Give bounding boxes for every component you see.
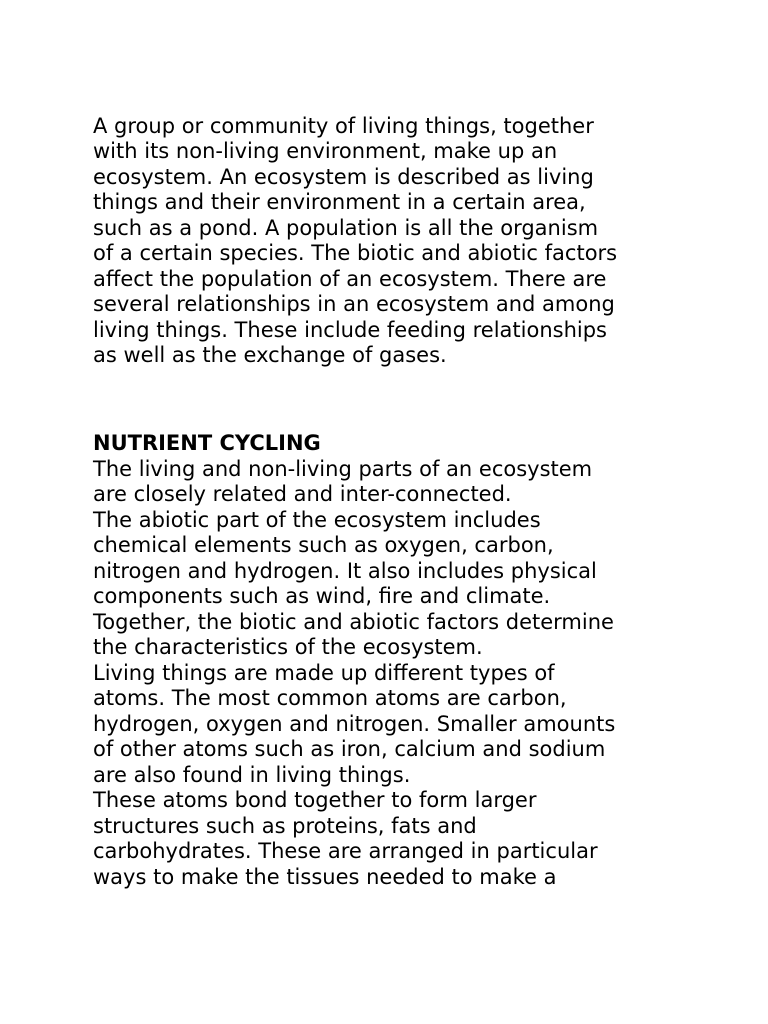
section-heading: NUTRIENT CYCLING bbox=[93, 431, 321, 455]
intro-paragraph: A group or community of living things, together with its non-living environment, make up an ecosystem. An ecosystem is described as living things and their environment in a certain area, such as a pond. A population is all the organism of a certain species. The biotic and abiotic factors affect the population of an ecosystem. There are several relationships in an ecosystem and among living things. These include feeding relationships as well as the exchange of gases. bbox=[93, 113, 618, 367]
section-paragraph-2: The abiotic part of the ecosystem includes chemical elements such as oxygen, carbon, nitrogen and hydrogen. It also includes physical components such as wind, fire and climate. Together, the biotic and abiotic factors determine the characteristics of the ecosystem. bbox=[93, 507, 614, 659]
section-paragraph-3: Living things are made up different types of atoms. The most common atoms are carbon, hydrogen, oxygen and nitrogen. Smaller amounts of other atoms such as iron, calcium and sodium are also found in living things. bbox=[93, 660, 616, 787]
intro-paragraph-block bbox=[93, 88, 693, 394]
section-paragraph-1: The living and non-living parts of an ecosystem are closely related and inter-connected. bbox=[93, 456, 593, 506]
section-paragraph-4: These atoms bond together to form larger structures such as proteins, fats and carbohydrates. These are arranged in particular ways to make the tissues needed to make a bbox=[93, 788, 598, 889]
nutrient-cycling-section bbox=[93, 431, 693, 890]
